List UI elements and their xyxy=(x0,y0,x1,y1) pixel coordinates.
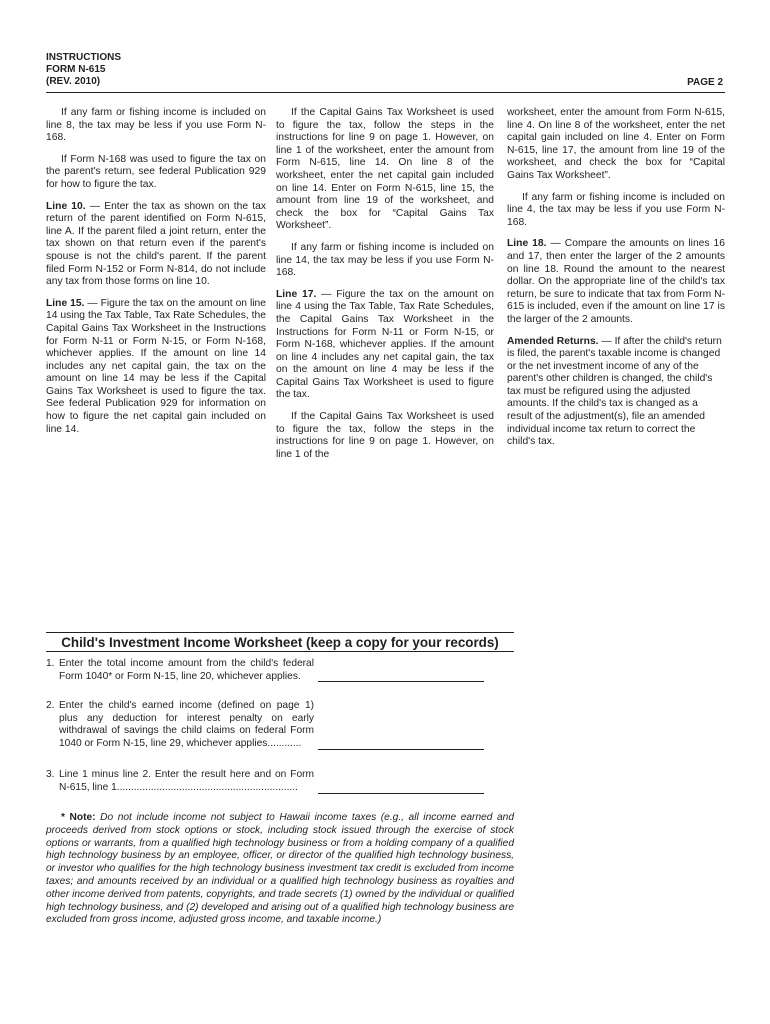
worksheet-line-2 xyxy=(46,700,314,750)
paragraph: If the Capital Gains Tax Worksheet is used to figure the tax, follow the steps in the instructions for line 9 on page 1. However, on line 1 of the worksheet, enter the amount from Form N-615, line 14. On line 8 of the worksheet, enter the net capital gain included on line 14. Enter on Form N-615, line 15, the amount from line 19 of the worksheet, and check the box for “Capital Gains Tax Worksheet”. xyxy=(276,107,494,232)
worksheet-line-1-answer[interactable] xyxy=(318,681,484,682)
line-label: Line 15. xyxy=(46,297,85,309)
paragraph-line-17 xyxy=(276,289,494,402)
worksheet-top-rule xyxy=(46,632,514,633)
paragraph: If the Capital Gains Tax Worksheet is used to figure the tax, follow the steps in the instructions for line 9 on page 1. However, on line 1 of the xyxy=(276,411,494,460)
paragraph-amended-returns xyxy=(507,336,725,449)
worksheet-line-1 xyxy=(46,658,314,683)
worksheet-title: Child's Investment Income Worksheet (keep a copy for your records) xyxy=(61,635,499,650)
line-text: Line 1 minus line 2. Enter the result here and on Form N-615, line 1................................................................ xyxy=(59,769,314,793)
column-1 xyxy=(46,107,266,445)
header-instructions: INSTRUCTIONS xyxy=(46,52,121,63)
worksheet-note xyxy=(46,812,514,927)
paragraph-line-18 xyxy=(507,238,725,326)
line-text: Enter the child's earned income (defined on page 1) plus any deduction for interest penalty on early withdrawal of savings the child claims on federal Form 1040 or Form N-15, line 29, whichever applies............ xyxy=(59,700,314,749)
paragraph: If any farm or fishing income is included on line 8, the tax may be less if you use Form N-168. xyxy=(46,107,266,144)
column-2 xyxy=(276,107,494,470)
paragraph-text: — Enter the tax as shown on the tax return of the parent identified on Form N-615, line A. If the parent filed a joint return, enter the tax shown on that return even if the parent's spouse is not the child's parent. If the parent filed Form N-152 or Form N-814, do not include any tax from those forms on line 10. xyxy=(46,200,266,288)
line-number: 3. xyxy=(46,769,55,780)
paragraph-text: — Compare the amounts on lines 16 and 17, then enter the larger of the 2 amounts on line 18. Round the amount to the nearest dollar. On the appropriate line of the child's tax return, be sure to indicate that tax from Form N-615 is included, even if the amount on line 17 is the larger of the 2 amounts. xyxy=(507,238,726,325)
form-header xyxy=(46,52,121,88)
line-label: Line 18. xyxy=(507,238,547,250)
page-number: PAGE 2 xyxy=(687,77,723,88)
paragraph-text: — If after the child's return is filed, the parent's taxable income is changed or the net investment income of any of the parent's other children is changed, the child's tax must be refigured using the adjusted amounts. If the child's tax is changed as a result of the adjustment(s), file an amended individual income tax return to correct the child's tax. xyxy=(507,335,722,448)
note-label: * Note: xyxy=(61,812,96,823)
line-number: 1. xyxy=(46,658,55,669)
note-text: Do not include income not subject to Hawaii income taxes (e.g., all income earned and proceeds derived from stock options or stock, including stock issued through the exercise of stock options or warrants, from a qualified high technology business or from a holding company of a qualified high technology business by an employee, officer, or director of the qualified high technology business, or investor who qualifies for the high technology business investment tax credit is excluded from income taxes; and amounts received by an individual or a qualified high technology business as royalties and other income derived from patents, copyrights, and trade secrets (1) owned by the individual or qualified high technology business, and (2) developed and arising out of a qualified high technology business are excluded from gross income, adjusted gross income, and taxable income.) xyxy=(46,812,514,926)
section-label: Amended Returns. xyxy=(507,335,599,347)
paragraph-text: — Figure the tax on the amount on line 4 using the Tax Table, Tax Rate Schedules, the Capital Gains Tax Worksheet in the Instructions for Form N-11 or Form N-15, or Form N-168, whichever applies. If the amount on line 4 includes any net capital gain, the tax on the amount on line 4 may be less if the Capital Gains Tax Worksheet is used to figure the tax. xyxy=(276,288,494,401)
paragraph: worksheet, enter the amount from Form N-615, line 4. On line 8 of the worksheet, enter the net capital gain included on line 4. Enter on Form N-615, line 17, the amount from line 19 of the worksheet, and check the box for “Capital Gains Tax Worksheet”. xyxy=(507,107,725,181)
worksheet-line-2-answer[interactable] xyxy=(318,749,484,750)
worksheet-title-rule xyxy=(46,651,514,652)
line-number: 2. xyxy=(46,700,55,711)
paragraph-line-15 xyxy=(46,298,266,437)
header-divider xyxy=(46,92,725,93)
paragraph-line-10 xyxy=(46,201,266,289)
line-text: Enter the total income amount from the child's federal Form 1040* or Form N-15, line 20, whichever applies. xyxy=(59,658,314,682)
column-3 xyxy=(507,107,725,458)
paragraph: If any farm or fishing income is included on line 14, the tax may be less if you use Form N-168. xyxy=(276,241,494,279)
worksheet-line-3-answer[interactable] xyxy=(318,793,484,794)
header-form-number: FORM N-615 xyxy=(46,64,106,75)
paragraph-text: — Figure the tax on the amount on line 14 using the Tax Table, Tax Rate Schedules, the Capital Gains Tax Worksheet in the Instructions for Form N-11 or Form N-15, or Form N-168, whichever applies. If the amount on line 14 includes any net capital gain, the tax on the amount on line 14 may be less if the Capital Gains Tax Worksheet is used to figure the tax. See federal Publication 929 for information on how to figure the net capital gain included on line 14. xyxy=(46,297,266,435)
worksheet-line-3 xyxy=(46,769,314,794)
header-revision: (REV. 2010) xyxy=(46,76,101,87)
paragraph: If any farm or fishing income is included on line 4, the tax may be less if you use Form N-168. xyxy=(507,191,725,228)
paragraph: If Form N-168 was used to figure the tax on the parent's return, see federal Publication 929 for how to figure the tax. xyxy=(46,153,266,190)
line-label: Line 10. xyxy=(46,200,86,212)
line-label: Line 17. xyxy=(276,288,317,300)
